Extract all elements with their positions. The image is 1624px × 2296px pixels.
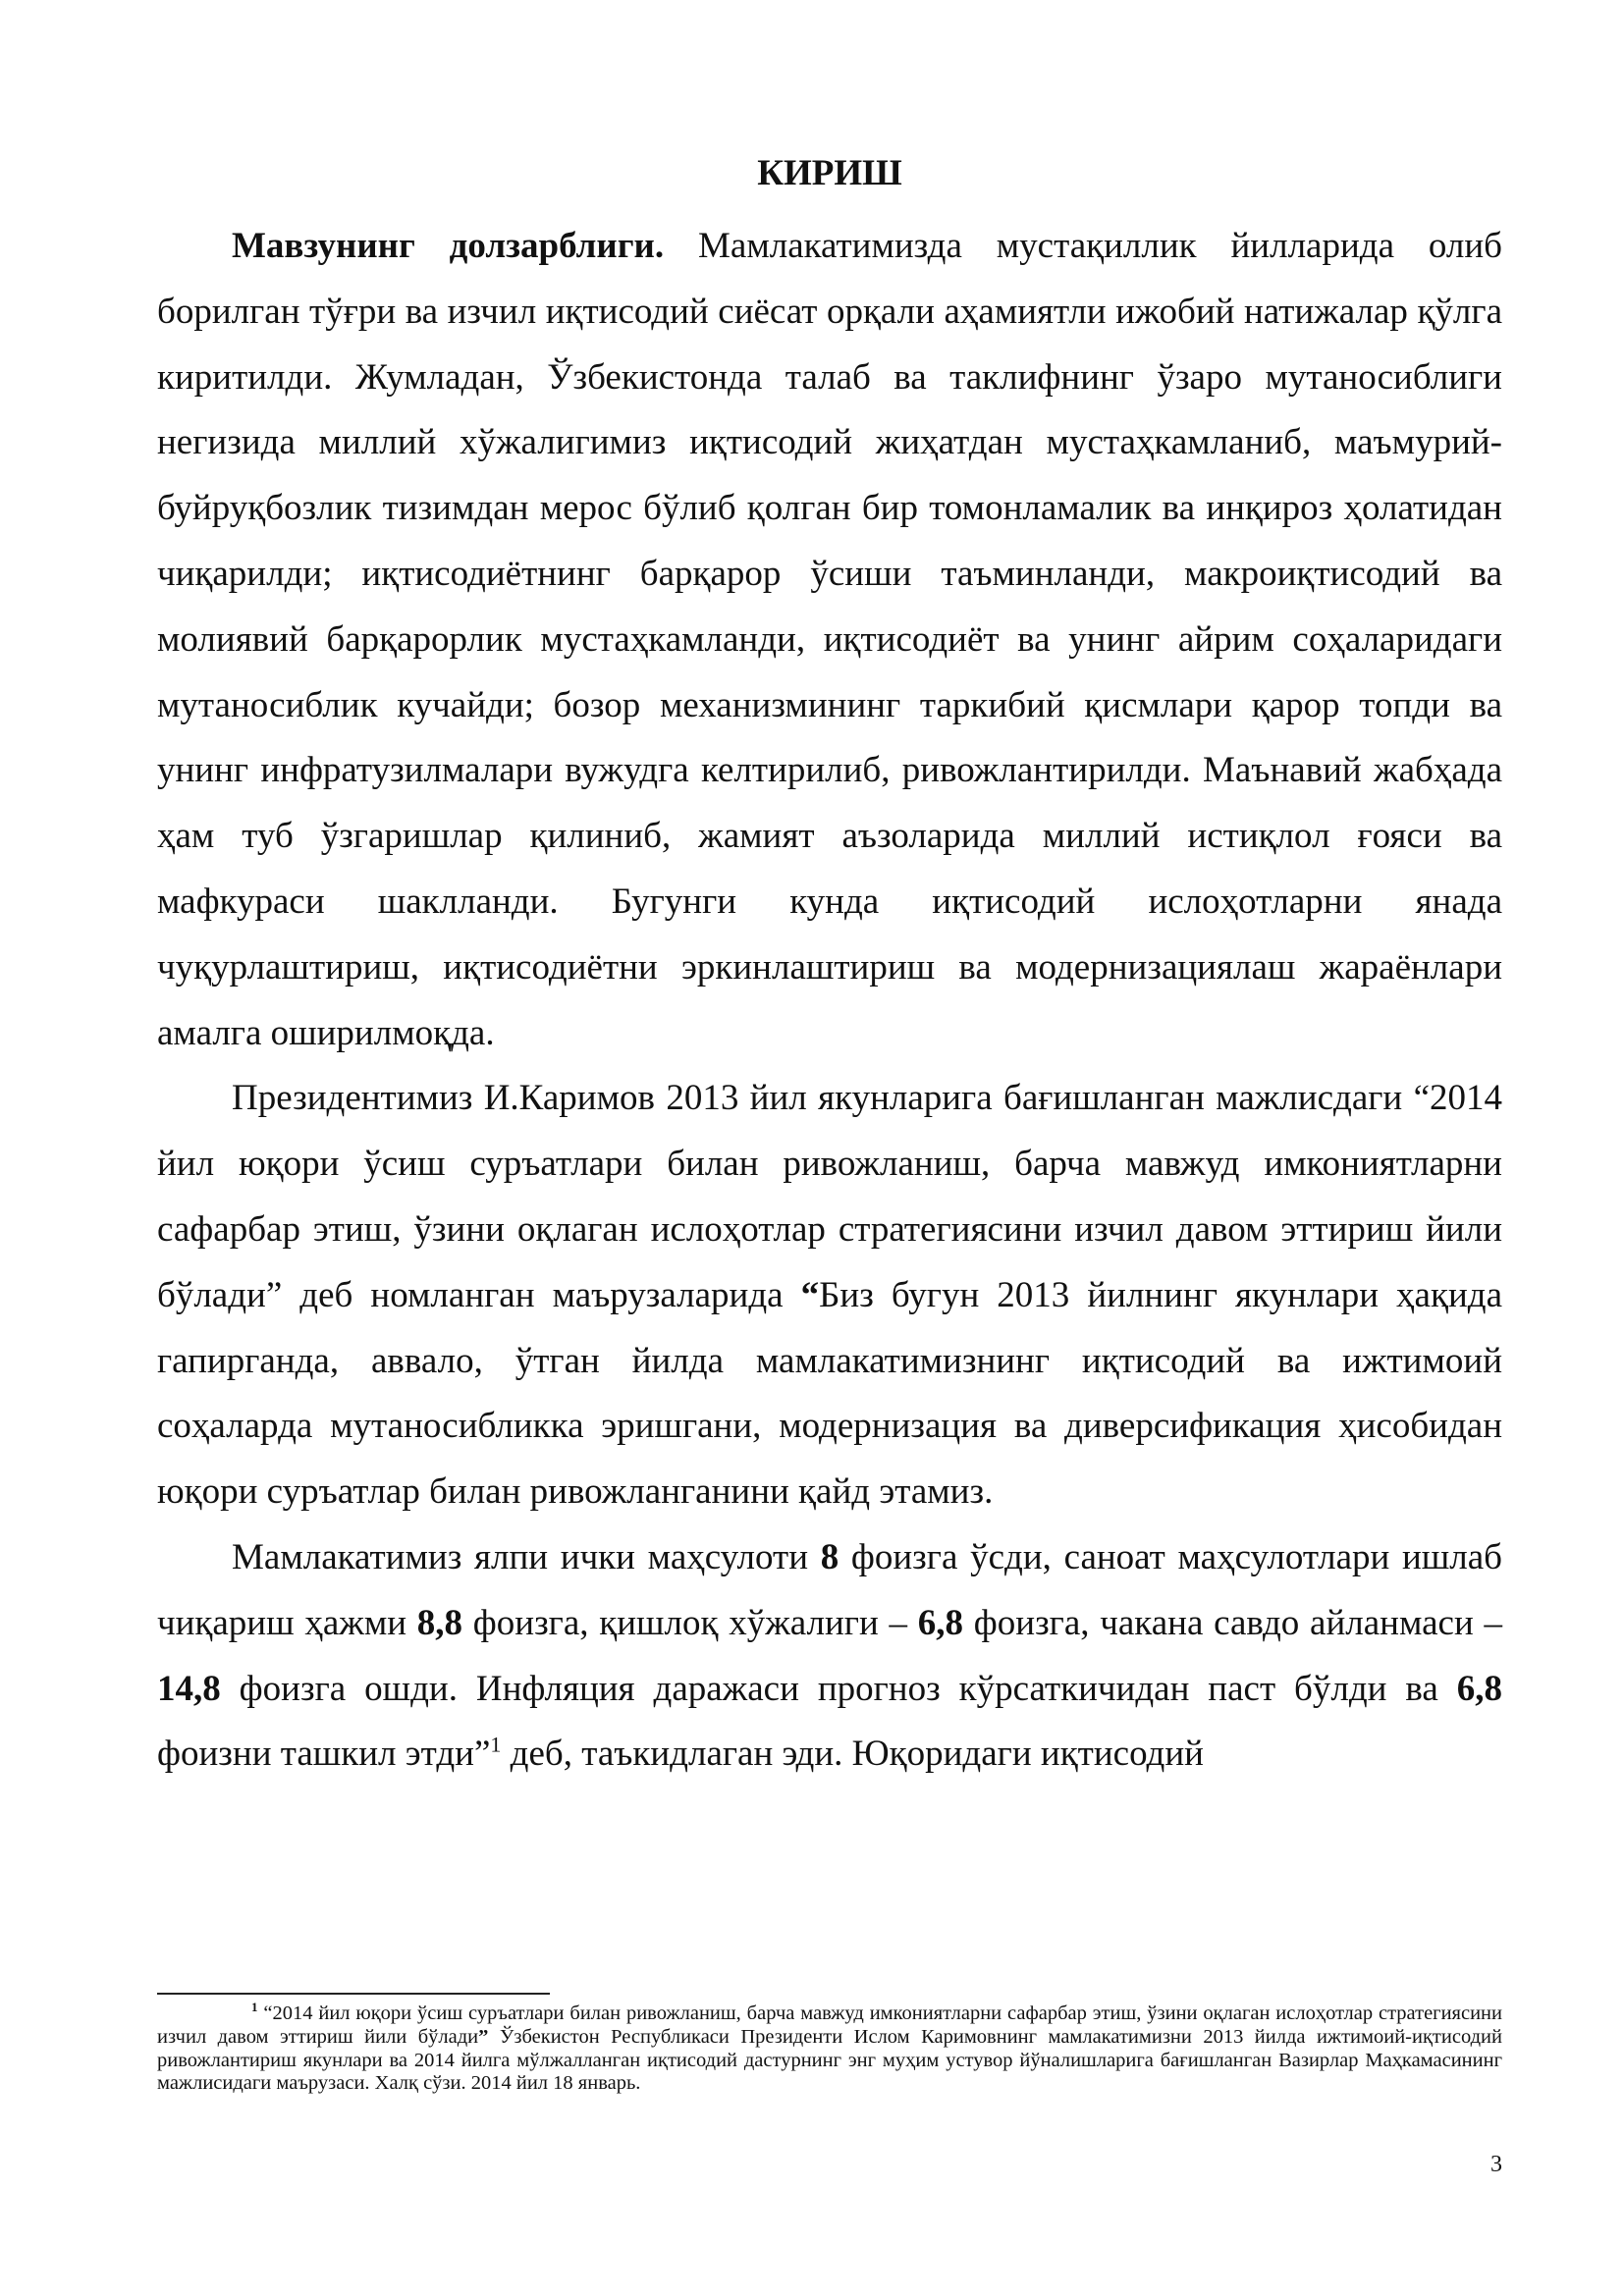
- footnote-separator: [157, 1993, 550, 1995]
- paragraph-president-speech: [157, 1066, 1502, 1525]
- paragraph-text: деб, таъкидлаган эди. Юқоридаги иқтисодий: [501, 1734, 1204, 1775]
- stat-value: 8: [820, 1536, 839, 1577]
- paragraph-relevance: [157, 214, 1502, 1066]
- quoted-text: Биз бугун 2013 йилнинг якунлари ҳақида гапирганда, аввало, ўтган йилда мамлакатимизнинг иқтисодий ва ижтимоий соҳаларда мутаносибликка эришгани, модернизация ва диверсификация ҳисобидан юқори суръатлар билан ривожланганини қайд этамиз.: [157, 1274, 1502, 1513]
- footnote-reference[interactable]: 1: [490, 1733, 502, 1757]
- stat-value: 8,8: [416, 1602, 463, 1643]
- page-number: 3: [1490, 2152, 1502, 2177]
- footnote: [157, 2002, 1502, 2096]
- footnote-text: “2014 йил юқори ўсиш суръатлари билан ривожланиш, барча мавжуд имкониятларни сафарбар этиш, ўзини оқлаган ислоҳотлар стратегиясини изчил давом эттириш йили бўлади: [157, 2002, 1502, 2048]
- paragraph-text: Мамлакатимизда мустақиллик йилларида олиб борилган тўғри ва изчил иқтисодий сиёсат орқали аҳамиятли ижобий натижалар қўлга киритилди. Жумладан, Ўзбекистонда талаб ва таклифнинг ўзаро мутаносиблиги негизида миллий хўжалигимиз иқтисодий жиҳатдан мустаҳкамланиб, маъмурий-буйруқбозлик тизимдан мерос бўлиб қолган бир томонламалик ва инқироз ҳолатидан чиқарилди; иқтисодиётнинг барқарор ўсиши таъминланди, макроиқтисодий ва молиявий барқарорлик мустаҳкамланди, иқтисодиёт ва унинг айрим соҳаларидаги мутаносиблик кучайди; бозор механизмининг таркибий қисмлари қарор топди ва унинг инфратузилмалари вужудга келтирилиб, ривожлантирилди. Маънавий жабҳада ҳам туб ўзгаришлар қилиниб, жамият аъзоларида миллий истиқлол ғояси ва мафкураси шаклланди. Бугунги кунда иқтисодий ислоҳотларни янада чуқурлаштириш, иқтисодиётни эркинлаштириш ва модернизациялаш жараёнлари амалга оширилмоқда.: [157, 226, 1502, 1053]
- quote-mark: “: [800, 1274, 820, 1315]
- footnote-mark: 1: [251, 2000, 258, 2015]
- body-text: [157, 214, 1502, 1788]
- paragraph-text: фоизга, қишлоқ хўжалиги –: [462, 1602, 918, 1643]
- paragraph-text: Президентимиз И.Каримов 2013 йил якунларига бағишланган мажлисдаги “2014 йил юқори ўсиш суръатлари билан ривожланиш, барча мавжуд имкониятларни сафарбар этиш, ўзини оқлаган ислоҳотлар стратегиясини изчил давом эттириш йили бўлади” деб номланган маърузаларида: [157, 1078, 1502, 1315]
- paragraph-lead: Мавзунинг долзарблиги.: [232, 226, 665, 266]
- section-heading: КИРИШ: [757, 153, 902, 193]
- stat-value: 6,8: [917, 1602, 964, 1643]
- paragraph-text: фоизга, чакана савдо айланмаси –: [963, 1602, 1503, 1643]
- paragraph-text: Мамлакатимиз ялпи ички маҳсулоти: [232, 1536, 821, 1577]
- paragraph-text: фоизга ошди. Инфляция даражаси прогноз кўрсаткичидан паст бўлди ва: [220, 1668, 1457, 1709]
- paragraph-text: фоизни ташкил этди”: [157, 1734, 491, 1775]
- stat-value: 14,8: [157, 1668, 221, 1709]
- paragraph-text: фоизга ўсди, саноат маҳсулотлари ишлаб чиқариш ҳажми: [157, 1536, 1503, 1643]
- paragraph-statistics: [157, 1525, 1502, 1788]
- quote-mark: ”: [478, 2025, 489, 2048]
- footnote-text: Ўзбекистон Республикаси Президенти Ислом Каримовнинг мамлакатимизни 2013 йилда ижтимоий-иқтисодий ривожлантириш якунлари ва 2014 йилга мўлжалланган иқтисодий дастурнинг энг муҳим устувор йўналишларига бағишланган Вазирлар Маҳкамасининг мажлисидаги маърузаси. Халқ сўзи. 2014 йил 18 январь.: [157, 2025, 1502, 2095]
- stat-value: 6,8: [1456, 1668, 1502, 1709]
